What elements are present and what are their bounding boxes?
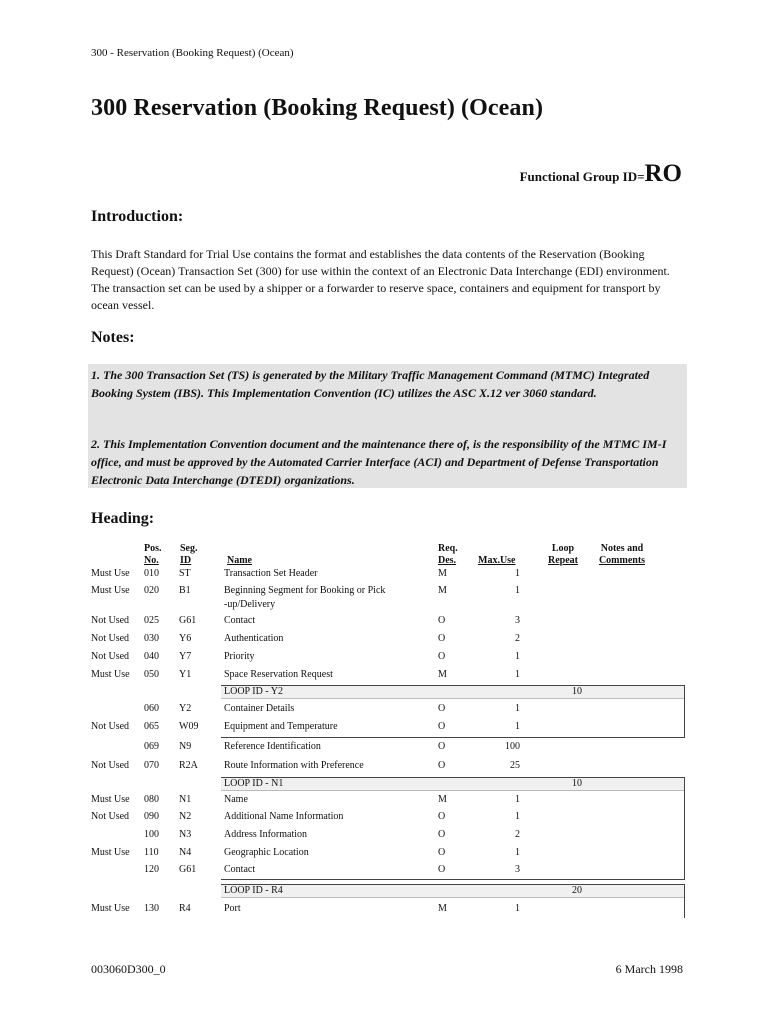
page-title: 300 Reservation (Booking Request) (Ocean)	[91, 95, 544, 121]
loop-repeat: 20	[572, 885, 582, 896]
row-max: 1	[515, 794, 520, 805]
col-header-notes-1: Notes and	[600, 543, 644, 554]
col-header-name: Name	[227, 555, 252, 566]
row-usage: Not Used	[91, 721, 130, 732]
introduction-text: This Draft Standard for Trial Use contains the format and establishes the data contents of the Reservation (Booking Request) (Ocean) Transaction Set (300) for use within the context of an Electronic Data Interchange (EDI) environment. The transaction set can be used by a shipper or a forwarder to reserve space, containers and equipment for transport by ocean vessel.	[91, 247, 670, 312]
row-seg: B1	[179, 585, 191, 596]
row-req: O	[438, 651, 446, 662]
row-name: Authentication	[224, 633, 284, 644]
notes-heading: Notes:	[91, 329, 135, 346]
row-seg: Y2	[179, 703, 192, 714]
col-header-req	[438, 543, 458, 567]
row-seg: W09	[179, 721, 199, 732]
row-pos: 050	[144, 669, 159, 680]
row-max: 3	[515, 615, 520, 626]
loop-repeat: 10	[572, 778, 582, 789]
row-max: 2	[515, 829, 520, 840]
row-seg: R4	[179, 903, 191, 914]
loop-bracket	[684, 777, 685, 880]
row-pos: 080	[144, 794, 159, 805]
row-pos: 130	[144, 903, 159, 914]
row-req: M	[438, 903, 447, 914]
row-seg: G61	[179, 615, 197, 626]
row-usage: Must Use	[91, 568, 130, 579]
row-req: O	[438, 703, 446, 714]
col-header-max-use: Max.Use	[478, 555, 516, 566]
loop-bracket	[684, 884, 685, 918]
functional-group-id	[520, 160, 682, 188]
row-max: 100	[505, 741, 520, 752]
row-req: M	[438, 568, 447, 579]
row-usage: Not Used	[91, 811, 130, 822]
col-header-loop-2: Repeat	[548, 555, 578, 566]
row-name: Geographic Location	[224, 847, 309, 858]
row-usage: Must Use	[91, 585, 130, 596]
row-name-cont: -up/Delivery	[224, 599, 276, 610]
note-2: 2. This Implementation Convention document and the maintenance there of, is the responsibility of the MTMC IM-I office, and must be approved by the Automated Carrier Interface (ACI) and Department of Defense Transportation Electronic Data Interchange (DTEDI) organizations.	[91, 437, 667, 487]
row-name: Beginning Segment for Booking or Pick	[224, 585, 386, 596]
row-pos: 065	[144, 721, 159, 732]
row-req: O	[438, 829, 446, 840]
footer-doc-id: 003060D300_0	[91, 962, 166, 976]
heading-section-heading: Heading:	[91, 510, 155, 527]
row-req: O	[438, 721, 446, 732]
row-seg: N2	[179, 811, 192, 822]
loop-bracket	[684, 685, 685, 738]
loop-header-n1	[221, 777, 685, 791]
loop-label: LOOP ID - N1	[224, 778, 284, 789]
loop-header-y2	[221, 685, 685, 699]
row-pos: 060	[144, 703, 159, 714]
row-max: 1	[515, 703, 520, 714]
row-pos: 020	[144, 585, 159, 596]
row-max: 1	[515, 847, 520, 858]
notes-box	[88, 364, 687, 488]
row-seg: G61	[179, 864, 197, 875]
row-usage: Not Used	[91, 633, 130, 644]
row-pos: 100	[144, 829, 159, 840]
row-name: Equipment and Temperature	[224, 721, 338, 732]
col-header-loop	[545, 543, 581, 567]
row-name: Reference Identification	[224, 741, 321, 752]
row-seg: R2A	[179, 760, 198, 771]
row-name: Container Details	[224, 703, 295, 714]
row-req: O	[438, 633, 446, 644]
col-header-pos-1: Pos.	[144, 543, 162, 554]
row-name: Contact	[224, 864, 256, 875]
row-req: M	[438, 585, 447, 596]
row-max: 1	[515, 903, 520, 914]
footer-date: 6 March 1998	[615, 962, 683, 976]
row-max: 1	[515, 811, 520, 822]
row-seg: ST	[179, 568, 191, 579]
row-req: O	[438, 760, 446, 771]
row-pos: 025	[144, 615, 159, 626]
row-pos: 120	[144, 864, 159, 875]
col-header-notes-2: Comments	[598, 555, 646, 566]
row-usage: Not Used	[91, 760, 130, 771]
col-header-notes	[596, 543, 648, 567]
loop-end-rule	[221, 737, 685, 738]
row-name: Priority	[224, 651, 255, 662]
col-header-pos	[144, 543, 162, 567]
row-name: Port	[224, 903, 241, 914]
row-name: Space Reservation Request	[224, 669, 333, 680]
row-pos: 069	[144, 741, 159, 752]
col-header-pos-2: No.	[144, 555, 159, 566]
row-seg: Y6	[179, 633, 192, 644]
row-req: M	[438, 669, 447, 680]
row-usage: Must Use	[91, 669, 130, 680]
row-max: 1	[515, 568, 520, 579]
row-max: 1	[515, 721, 520, 732]
col-header-seg-1: Seg.	[180, 543, 198, 554]
row-seg: N1	[179, 794, 192, 805]
row-usage: Must Use	[91, 847, 130, 858]
row-req: M	[438, 794, 447, 805]
note-1: 1. The 300 Transaction Set (TS) is generated by the Military Traffic Management Command (MTMC) Integrated Booking System (IBS). This Implementation Convention (IC) utilizes the ASC X.12 ver 3060 standard.	[91, 368, 650, 400]
functional-group-value: RO	[644, 160, 682, 187]
loop-label: LOOP ID - Y2	[224, 686, 283, 697]
row-seg: N4	[179, 847, 192, 858]
functional-group-label: Functional Group ID=	[519, 169, 645, 184]
col-header-seg-2: ID	[180, 555, 192, 566]
running-header: 300 - Reservation (Booking Request) (Ocean)	[91, 47, 294, 59]
row-pos: 090	[144, 811, 159, 822]
row-usage: Not Used	[91, 651, 130, 662]
row-pos: 110	[144, 847, 159, 858]
row-max: 1	[515, 651, 520, 662]
row-pos: 070	[144, 760, 159, 771]
row-usage: Must Use	[91, 903, 130, 914]
loop-label: LOOP ID - R4	[224, 885, 283, 896]
row-max: 25	[510, 760, 520, 771]
row-req: O	[438, 615, 446, 626]
col-header-loop-1: Loop	[551, 543, 575, 554]
row-req: O	[438, 864, 446, 875]
row-name: Transaction Set Header	[224, 568, 318, 579]
col-header-seg	[180, 543, 198, 567]
row-pos: 040	[144, 651, 159, 662]
row-req: O	[438, 847, 446, 858]
row-max: 1	[515, 669, 520, 680]
row-seg: N3	[179, 829, 192, 840]
row-name: Name	[224, 794, 248, 805]
row-name: Route Information with Preference	[224, 760, 364, 771]
row-usage: Must Use	[91, 794, 130, 805]
row-usage: Not Used	[91, 615, 130, 626]
row-name: Contact	[224, 615, 256, 626]
row-seg: N9	[179, 741, 192, 752]
row-seg: Y7	[179, 651, 192, 662]
introduction-heading: Introduction:	[91, 208, 184, 225]
row-pos: 010	[144, 568, 159, 579]
row-name: Additional Name Information	[224, 811, 344, 822]
col-header-req-1: Req.	[438, 543, 458, 554]
row-seg: Y1	[179, 669, 192, 680]
row-req: O	[438, 811, 446, 822]
row-req: O	[438, 741, 446, 752]
loop-repeat: 10	[572, 686, 582, 697]
row-pos: 030	[144, 633, 159, 644]
row-max: 2	[515, 633, 520, 644]
loop-header-r4	[221, 884, 685, 898]
row-max: 1	[515, 585, 520, 596]
col-header-req-2: Des.	[438, 555, 457, 566]
loop-end-rule	[221, 879, 685, 880]
row-max: 3	[515, 864, 520, 875]
row-name: Address Information	[224, 829, 308, 840]
